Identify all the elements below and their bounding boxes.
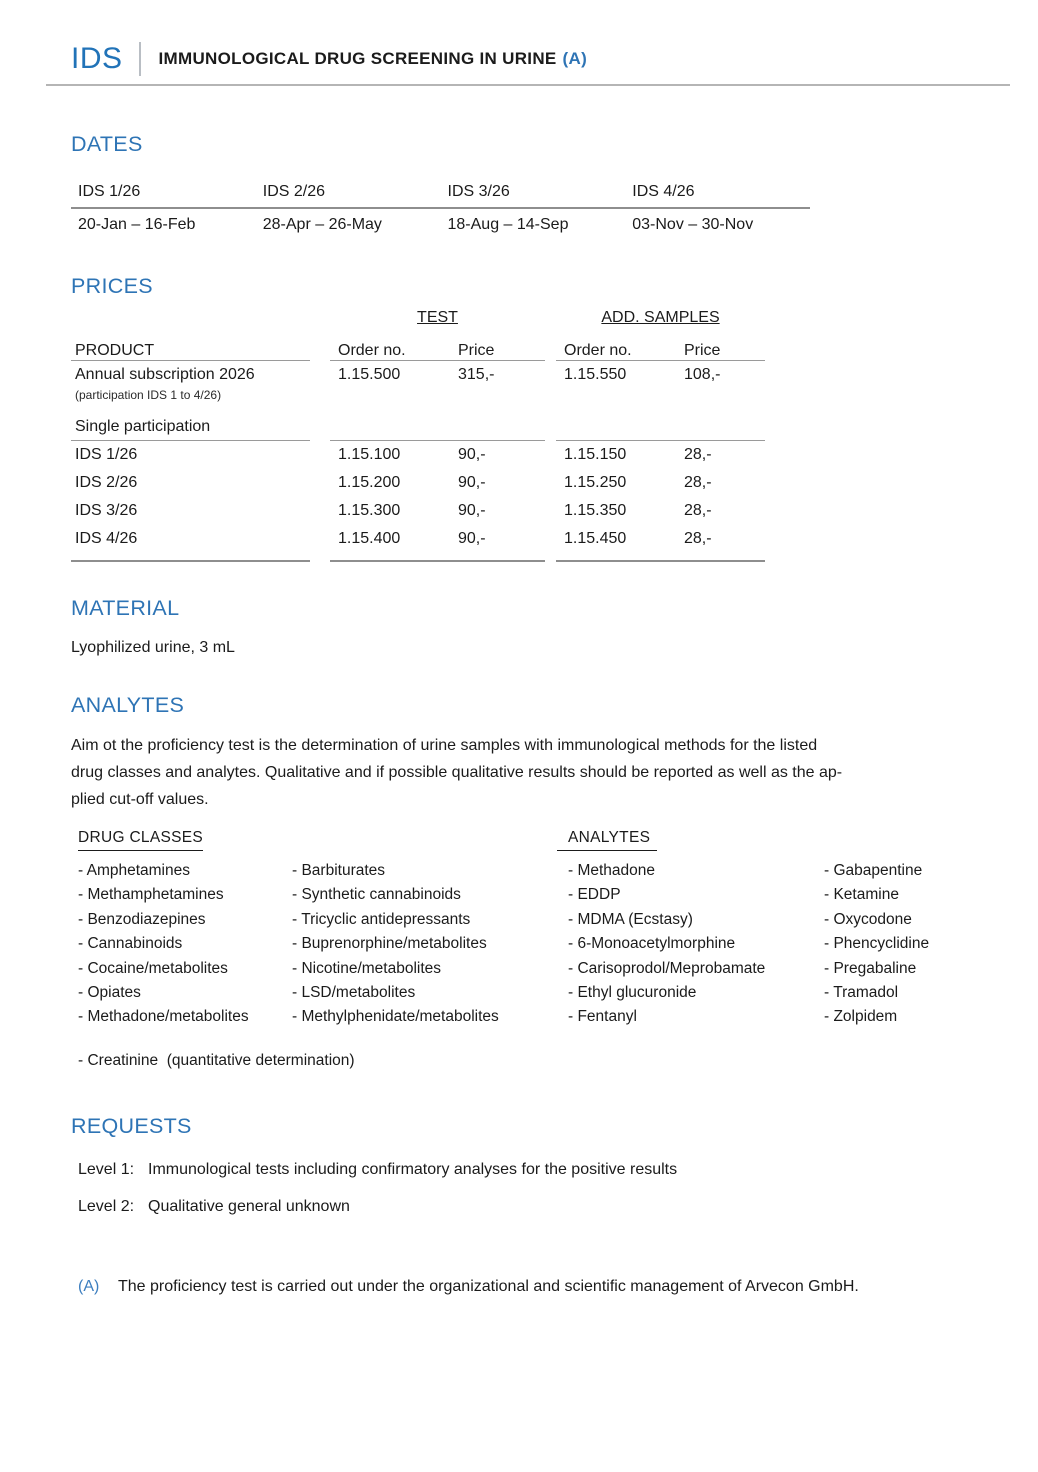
group-header-add-samples: ADD. SAMPLES xyxy=(601,309,720,326)
col-header-price: Price xyxy=(458,342,495,359)
page-title: IMMUNOLOGICAL DRUG SCREENING IN URINE xyxy=(158,49,557,68)
col-header-price: Price xyxy=(684,342,721,359)
requests-heading: REQUESTS xyxy=(71,1113,192,1138)
group-header-test: TEST xyxy=(417,309,458,326)
prices-header-rule xyxy=(71,360,765,362)
intro-line: plied cut-off values. xyxy=(71,791,209,808)
header-divider xyxy=(139,42,141,76)
list-item: - Synthetic cannabinoids xyxy=(292,886,461,904)
date-range: 20-Jan – 16-Feb xyxy=(78,216,196,233)
prices-group-row xyxy=(71,309,765,333)
order-no: 1.15.450 xyxy=(564,530,627,547)
price: 28,- xyxy=(684,474,712,491)
requests-list xyxy=(78,1161,1038,1216)
order-no: 1.15.250 xyxy=(564,474,627,491)
price-row xyxy=(71,442,765,470)
price: 90,- xyxy=(458,474,486,491)
analytes-heading: ANALYTES xyxy=(71,693,185,717)
prices-bottom-rule xyxy=(71,560,765,562)
price-row-annual xyxy=(71,362,765,388)
list-item: - 6-Monoacetylmorphine xyxy=(568,935,736,953)
single-participation-row xyxy=(71,408,765,440)
single-participation-label: Single participation xyxy=(75,418,211,435)
order-no: 1.15.550 xyxy=(564,366,627,383)
request-level-label: Level 1: xyxy=(78,1160,135,1178)
product-name: IDS 3/26 xyxy=(75,502,138,519)
list-item: - Buprenorphine/metabolites xyxy=(292,935,487,953)
list-item: - Fentanyl xyxy=(568,1008,637,1026)
product-name: Annual subscription 2026 xyxy=(75,366,255,383)
list-item: - Nicotine/metabolites xyxy=(292,959,442,977)
date-range: 18-Aug – 14-Sep xyxy=(447,216,569,233)
dates-values-row xyxy=(71,212,810,238)
dates-col-header: IDS 2/26 xyxy=(262,183,326,200)
price-row xyxy=(71,498,765,526)
request-text: Qualitative general unknown xyxy=(148,1197,350,1215)
list-item: - Amphetamines xyxy=(78,862,190,879)
date-range: 03-Nov – 30-Nov xyxy=(632,216,754,233)
analytes-subheading: ANALYTES xyxy=(557,829,657,851)
price: 90,- xyxy=(458,446,486,463)
annual-note-row xyxy=(71,388,765,408)
list-item: - Methadone xyxy=(568,862,656,879)
list-item: - Cocaine/metabolites xyxy=(78,959,228,977)
price: 28,- xyxy=(684,446,712,463)
prices-column-headers xyxy=(71,333,765,360)
dates-col-header: IDS 3/26 xyxy=(447,183,510,200)
single-participation-rule xyxy=(71,440,765,442)
order-no: 1.15.400 xyxy=(338,530,401,547)
intro-line: drug classes and analytes. Qualitative and if possible qualitative results should be reported as well as the ap- xyxy=(71,764,843,781)
dates-table xyxy=(71,179,810,238)
order-no: 1.15.300 xyxy=(338,502,401,519)
dates-heading: DATES xyxy=(71,132,143,156)
col-header-order-no: Order no. xyxy=(564,342,632,359)
intro-line: Aim ot the proficiency test is the determination of urine samples with immunological methods for the listed xyxy=(71,737,818,754)
price: 28,- xyxy=(684,502,712,519)
list-item: - Ketamine xyxy=(824,886,899,904)
price: 90,- xyxy=(458,530,486,547)
list-item: - Methadone/metabolites xyxy=(78,1008,249,1026)
price: 108,- xyxy=(684,366,721,383)
request-level-label: Level 2: xyxy=(78,1197,135,1215)
order-no: 1.15.200 xyxy=(338,474,401,491)
list-item: - Oxycodone xyxy=(824,910,912,928)
request-item xyxy=(78,1198,1038,1216)
drug-and-analyte-lists xyxy=(78,859,1038,1030)
product-name: IDS 4/26 xyxy=(75,530,138,547)
participation-note: (participation IDS 1 to 4/26) xyxy=(75,388,222,402)
list-item: - EDDP xyxy=(568,886,621,904)
price: 28,- xyxy=(684,530,712,547)
prices-heading: PRICES xyxy=(71,274,153,298)
dates-col-header: IDS 4/26 xyxy=(632,183,695,200)
col-header-order-no: Order no. xyxy=(338,342,406,359)
list-item: - Tramadol xyxy=(824,984,899,1002)
list-item: - Cannabinoids xyxy=(78,935,183,953)
order-no: 1.15.100 xyxy=(338,446,401,463)
request-item xyxy=(78,1161,1038,1179)
order-no: 1.15.350 xyxy=(564,502,627,519)
list-item: - Gabapentine xyxy=(824,862,923,879)
analytes-intro xyxy=(71,732,971,813)
product-name: IDS 2/26 xyxy=(75,474,138,491)
footnote-marker: (A) xyxy=(78,1277,100,1295)
price: 90,- xyxy=(458,502,486,519)
list-item: - Pregabaline xyxy=(824,959,917,977)
list-item: - LSD/metabolites xyxy=(292,984,416,1002)
list-item: - MDMA (Ecstasy) xyxy=(568,910,693,928)
dates-col-header: IDS 1/26 xyxy=(78,183,141,200)
list-item: - Ethyl glucuronide xyxy=(568,984,697,1002)
list-headings-row xyxy=(78,829,1038,851)
page-title-suffix: (A) xyxy=(562,49,588,68)
product-name: IDS 1/26 xyxy=(75,446,138,463)
order-no: 1.15.150 xyxy=(564,446,627,463)
drug-classes-subheading: DRUG CLASSES xyxy=(78,829,203,851)
prices-table xyxy=(71,309,765,562)
page-header xyxy=(71,38,992,80)
price-row xyxy=(71,526,765,554)
footnote xyxy=(78,1278,992,1296)
list-item: - Methylphenidate/metabolites xyxy=(292,1008,499,1026)
price-row xyxy=(71,470,765,498)
dates-rule xyxy=(71,207,810,209)
list-item: - Barbiturates xyxy=(292,862,386,879)
order-no: 1.15.500 xyxy=(338,366,401,383)
col-header-product: PRODUCT xyxy=(75,342,155,359)
list-item: - Tricyclic antidepressants xyxy=(292,910,471,928)
list-item: - Zolpidem xyxy=(824,1008,898,1026)
request-text: Immunological tests including confirmatory analyses for the positive results xyxy=(148,1160,678,1178)
header-rule xyxy=(46,84,1010,86)
dates-header-row xyxy=(71,179,810,205)
list-item: - Opiates xyxy=(78,984,141,1002)
material-text: Lyophilized urine, 3 mL xyxy=(71,639,235,656)
creatinine-item: - Creatinine (quantitative determination) xyxy=(78,1051,355,1069)
ids-logo: IDS xyxy=(71,42,123,75)
price: 315,- xyxy=(458,366,495,383)
list-item: - Benzodiazepines xyxy=(78,910,206,928)
list-item: - Carisoprodol/Meprobamate xyxy=(568,959,766,977)
material-heading: MATERIAL xyxy=(71,596,180,620)
list-item: - Phencyclidine xyxy=(824,935,930,953)
date-range: 28-Apr – 26-May xyxy=(262,216,382,233)
footnote-text: The proficiency test is carried out under the organizational and scientific management of Arvecon GmbH. xyxy=(118,1277,859,1295)
list-item: - Methamphetamines xyxy=(78,886,224,904)
